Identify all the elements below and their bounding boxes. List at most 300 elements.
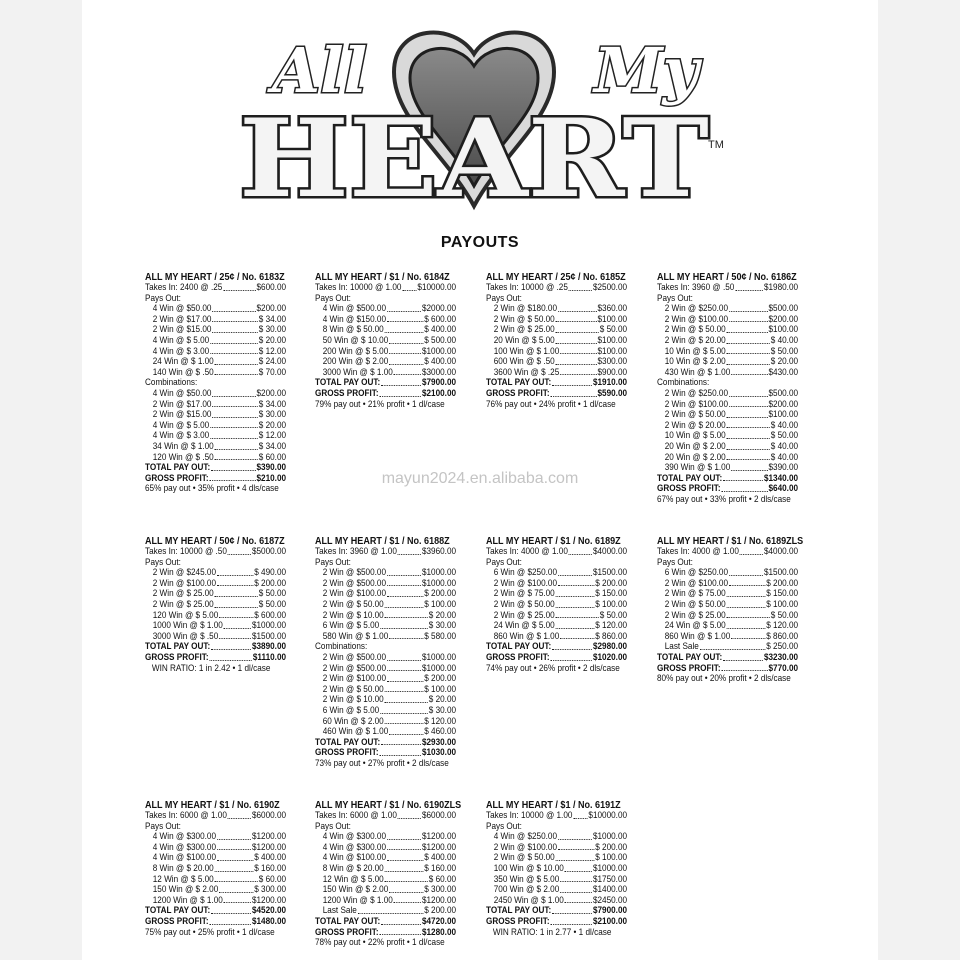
payout-row (486, 600, 627, 611)
deal-title: ALL MY HEART / $1 / No. 6188Z (315, 535, 450, 547)
dot-leader (228, 811, 251, 819)
total-row (486, 389, 627, 400)
payout-row-amount: $ 50.00 (258, 598, 287, 610)
combination-row-amount: $ 20.00 (428, 694, 457, 706)
payout-row-amount: $ 20.00 (428, 609, 457, 621)
dot-leader (215, 875, 258, 883)
dot-leader (569, 547, 592, 555)
dot-leader (727, 421, 770, 429)
payout-row-amount: $1400.00 (592, 884, 628, 896)
dot-leader (228, 547, 251, 555)
deal-summary: 65% pay out • 35% profit • 4 dls/case (145, 483, 279, 495)
total-row-amount: $2980.00 (592, 641, 628, 653)
payout-row-label: 2 Win @ $250.00 (664, 303, 728, 315)
total-row-amount: $3230.00 (763, 651, 799, 663)
dot-leader (558, 579, 595, 587)
deal-block (315, 271, 456, 410)
payout-row-amount: $2000.00 (421, 303, 457, 315)
takes-in-label: Takes In: 4000 @ 1.00 (486, 546, 568, 557)
combination-row (657, 442, 798, 453)
dot-leader (212, 410, 258, 418)
takes-in-amount: $3960.00 (421, 546, 457, 557)
dot-leader (398, 547, 421, 555)
payout-row-label: 1000 Win @ $ 1.00 (152, 620, 223, 632)
payout-row (486, 336, 627, 347)
dot-leader (387, 579, 421, 587)
payout-row-amount: $ 60.00 (258, 873, 287, 885)
combination-row-amount: $ 12.00 (258, 430, 287, 442)
combination-row-amount: $100.00 (768, 409, 799, 421)
payout-row-label: 2 Win @ $ 75.00 (664, 588, 726, 600)
takes-in-row (145, 283, 286, 294)
deal-title: ALL MY HEART / $1 / No. 6184Z (315, 271, 450, 283)
combination-row-label: 460 Win @ $ 1.00 (322, 726, 389, 738)
deal-summary: WIN RATIO: 1 in 2.42 • 1 dl/case (151, 662, 271, 674)
payout-row-label: 860 Win @ $ 1.00 (664, 630, 731, 642)
dot-leader (385, 717, 424, 725)
payout-row-amount: $ 100.00 (424, 598, 457, 610)
combination-row-label: 60 Win @ $ 2.00 (322, 715, 384, 727)
payout-row-label: 2 Win @ $ 25.00 (152, 588, 214, 600)
dot-leader (379, 748, 421, 756)
combination-row-amount: $1000.00 (421, 651, 457, 663)
payout-row-amount: $1200.00 (251, 894, 287, 906)
dot-leader (389, 632, 423, 640)
dot-leader (387, 568, 421, 576)
payout-row-amount: $ 100.00 (766, 598, 799, 610)
payout-row-amount: $ 60.00 (428, 873, 457, 885)
total-row-amount: $1110.00 (252, 651, 287, 663)
combination-row-amount: $ 50.00 (770, 430, 799, 442)
payout-row-label: 2 Win @ $ 50.00 (322, 598, 384, 610)
deal-block (145, 271, 286, 495)
payout-row-label: 100 Win @ $ 1.00 (493, 345, 560, 357)
combination-row-amount: $ 460.00 (424, 726, 457, 738)
payout-row-label: 8 Win @ $ 20.00 (152, 862, 214, 874)
combination-row-amount: $ 30.00 (428, 704, 457, 716)
payout-row-label: 120 Win @ $ 5.00 (152, 609, 219, 621)
total-row-amount: $640.00 (768, 483, 799, 495)
payout-row-amount: $1000.00 (251, 620, 287, 632)
dot-leader (727, 431, 770, 439)
takes-in-label: Takes In: 10000 @ .50 (145, 546, 227, 557)
payout-row-label: 10 Win @ $ 2.00 (664, 356, 726, 368)
total-row-label: GROSS PROFIT: (657, 662, 721, 674)
payout-row-amount: $1200.00 (421, 831, 457, 843)
dot-leader (379, 389, 421, 397)
payout-row-amount: $430.00 (768, 366, 799, 378)
combination-row (657, 389, 798, 400)
combination-row (145, 389, 286, 400)
payout-row-label: 2 Win @ $ 75.00 (493, 588, 555, 600)
pays-out-label: Pays Out: (657, 292, 693, 304)
payout-row-amount: $ 200.00 (424, 905, 457, 917)
payout-row-label: 430 Win @ $ 1.00 (664, 366, 731, 378)
dot-leader (727, 442, 770, 450)
dot-leader (385, 864, 424, 872)
takes-in-amount: $600.00 (256, 282, 287, 293)
pays-out-label: Pays Out: (145, 556, 181, 568)
deal-title: ALL MY HEART / 50¢ / No. 6187Z (145, 535, 285, 547)
payout-row-label: 200 Win @ $ 2.00 (322, 356, 389, 368)
payout-row-label: 24 Win @ $ 1.00 (152, 356, 214, 368)
dot-leader (727, 611, 770, 619)
takes-in-row (145, 811, 286, 822)
combination-row-label: 2 Win @ $500.00 (322, 651, 386, 663)
payout-row-label: 4 Win @ $150.00 (322, 313, 386, 325)
takes-in-label: Takes In: 10000 @ .25 (486, 282, 568, 293)
payout-row-amount: $1000.00 (421, 345, 457, 357)
total-row-amount: $4520.00 (251, 905, 287, 917)
takes-in-row (315, 811, 456, 822)
total-row-amount: $210.00 (256, 472, 287, 484)
dot-leader (729, 389, 768, 397)
dot-leader (387, 589, 424, 597)
payout-row-amount: $ 24.00 (258, 356, 287, 368)
total-row-label: GROSS PROFIT: (486, 915, 550, 927)
total-row-amount: $2100.00 (592, 915, 628, 927)
payout-row-amount: $300.00 (597, 356, 628, 368)
trademark-label: TM (708, 139, 724, 151)
payout-row-amount: $ 600.00 (424, 313, 457, 325)
dot-leader (209, 653, 252, 661)
takes-in-label: Takes In: 4000 @ 1.00 (657, 546, 739, 557)
dot-leader (224, 896, 251, 904)
dot-leader (210, 421, 258, 429)
combination-row-amount: $ 30.00 (258, 409, 287, 421)
payout-row-amount: $ 250.00 (766, 641, 799, 653)
payout-row-label: 3600 Win @ $ .25 (493, 366, 560, 378)
payout-row-label: 2 Win @ $180.00 (493, 303, 557, 315)
deal-block (486, 799, 627, 938)
dot-leader (729, 579, 766, 587)
deal-title: ALL MY HEART / $1 / No. 6190ZLS (315, 799, 462, 811)
payout-row-label: 2 Win @ $100.00 (152, 577, 216, 589)
dot-leader (212, 304, 255, 312)
dot-leader (552, 906, 592, 914)
payout-row-label: 10 Win @ $ 5.00 (664, 345, 726, 357)
payout-row-label: 2 Win @ $ 25.00 (152, 598, 214, 610)
takes-in-amount: $2500.00 (592, 282, 628, 293)
dot-leader (215, 600, 258, 608)
payout-row-amount: $1200.00 (251, 841, 287, 853)
deal-summary: 79% pay out • 21% profit • 1 dl/case (315, 398, 445, 410)
total-row-label: TOTAL PAY OUT: (315, 915, 381, 927)
payout-row-amount: $100.00 (597, 334, 628, 346)
payout-row-label: 2 Win @ $ 50.00 (493, 598, 555, 610)
dot-leader (556, 357, 597, 365)
payout-row-label: 2 Win @ $500.00 (322, 577, 386, 589)
combination-row-label: 6 Win @ $ 5.00 (322, 704, 380, 716)
payout-row-label: 8 Win @ $ 50.00 (322, 324, 384, 336)
dot-leader (556, 589, 595, 597)
dot-leader (727, 347, 770, 355)
deal-title: ALL MY HEART / $1 / No. 6190Z (145, 799, 280, 811)
pays-out-label: Pays Out: (315, 292, 351, 304)
total-row-amount: $1340.00 (763, 472, 799, 484)
payout-row-amount: $ 400.00 (424, 356, 457, 368)
payout-row-label: 2 Win @ $ 50.00 (664, 324, 726, 336)
payout-row-label: 4 Win @ $300.00 (322, 841, 386, 853)
payout-row-label: 150 Win @ $ 2.00 (322, 884, 389, 896)
dot-leader (550, 917, 592, 925)
dot-leader (560, 875, 592, 883)
deal-block (145, 799, 286, 938)
dot-leader (212, 325, 258, 333)
payout-row-amount: $1500.00 (763, 567, 799, 579)
dot-leader (385, 611, 428, 619)
takes-in-label: Takes In: 6000 @ 1.00 (315, 810, 397, 821)
dot-leader (723, 653, 763, 661)
pays-out-label: Pays Out: (315, 820, 351, 832)
dot-leader (385, 875, 428, 883)
dot-leader (729, 304, 768, 312)
takes-in-amount: $10000.00 (588, 810, 628, 821)
payout-row-label: 2 Win @ $100.00 (664, 577, 728, 589)
payout-row (145, 600, 286, 611)
payout-row-amount: $ 300.00 (424, 884, 457, 896)
payout-row-amount: $ 50.00 (770, 345, 799, 357)
payout-row-label: 2 Win @ $ 25.00 (493, 324, 555, 336)
dot-leader (727, 453, 770, 461)
combination-row-amount: $ 34.00 (258, 398, 287, 410)
total-row-label: TOTAL PAY OUT: (145, 462, 211, 474)
payout-row-label: 2 Win @ $ 50.00 (493, 313, 555, 325)
dot-leader (217, 832, 251, 840)
payout-row-amount: $ 100.00 (595, 598, 628, 610)
payout-row-amount: $ 200.00 (254, 577, 287, 589)
total-row-label: GROSS PROFIT: (486, 651, 550, 663)
payout-row-label: 4 Win @ $250.00 (493, 831, 557, 843)
payout-row-label: 2 Win @ $ 50.00 (493, 852, 555, 864)
dot-leader (729, 315, 768, 323)
payout-row-amount: $ 400.00 (424, 324, 457, 336)
payout-row-label: 12 Win @ $ 5.00 (152, 873, 214, 885)
deal-summary: 67% pay out • 33% profit • 2 dls/case (657, 493, 791, 505)
combination-row-label: 2 Win @ $250.00 (664, 387, 728, 399)
dot-leader (389, 347, 421, 355)
dot-leader (210, 431, 258, 439)
combination-row-amount: $ 200.00 (424, 673, 457, 685)
payout-row-label: 2 Win @ $ 50.00 (664, 598, 726, 610)
total-row-amount: $1030.00 (421, 747, 457, 759)
total-row-amount: $4720.00 (421, 915, 457, 927)
logo-word-all: All (272, 34, 368, 107)
dot-leader (552, 378, 592, 386)
payout-row-label: 4 Win @ $500.00 (322, 303, 386, 315)
payout-row-amount: $1000.00 (421, 577, 457, 589)
dot-leader (727, 621, 766, 629)
dot-leader (215, 453, 258, 461)
deal-summary: WIN RATIO: 1 in 2.77 • 1 dl/case (492, 926, 612, 938)
dot-leader (727, 410, 768, 418)
dot-leader (219, 885, 253, 893)
payout-row-label: 12 Win @ $ 5.00 (322, 873, 384, 885)
dot-leader (212, 389, 255, 397)
dot-leader (219, 611, 253, 619)
total-row (145, 917, 286, 928)
payout-row-amount: $ 50.00 (770, 609, 799, 621)
dot-leader (727, 589, 766, 597)
total-row-label: GROSS PROFIT: (315, 387, 379, 399)
total-row-amount: $770.00 (768, 662, 799, 674)
combination-row-amount: $200.00 (256, 387, 287, 399)
pays-out-label: Pays Out: (486, 556, 522, 568)
takes-in-row (486, 811, 627, 822)
payout-row-amount: $ 120.00 (766, 620, 799, 632)
dot-leader (212, 400, 258, 408)
total-row-amount: $3890.00 (251, 641, 287, 653)
payout-row-label: 150 Win @ $ 2.00 (152, 884, 219, 896)
takes-in-amount: $1980.00 (763, 282, 799, 293)
combination-row-label: 390 Win @ $ 1.00 (664, 462, 731, 474)
logo-word-my: My (594, 34, 699, 107)
dot-leader (380, 621, 428, 629)
combination-row-amount: $ 120.00 (424, 715, 457, 727)
payout-row-amount: $500.00 (768, 303, 799, 315)
dot-leader (727, 325, 768, 333)
dot-leader (380, 706, 428, 714)
payout-row-amount: $ 50.00 (258, 588, 287, 600)
dot-leader (740, 547, 763, 555)
combinations-label: Combinations: (657, 377, 710, 389)
deal-title: ALL MY HEART / $1 / No. 6189Z (486, 535, 621, 547)
total-row-label: TOTAL PAY OUT: (315, 736, 381, 748)
takes-in-amount: $4000.00 (592, 546, 628, 557)
payout-row-label: 2 Win @ $17.00 (152, 313, 212, 325)
dot-leader (727, 600, 766, 608)
total-row-label: TOTAL PAY OUT: (486, 641, 552, 653)
deal-summary: 74% pay out • 26% profit • 2 dls/case (486, 662, 620, 674)
dot-leader (215, 442, 258, 450)
combination-row-label: 2 Win @ $ 20.00 (664, 419, 726, 431)
takes-in-row (315, 547, 456, 558)
payout-row-amount: $ 490.00 (254, 567, 287, 579)
deal-title: ALL MY HEART / $1 / No. 6189ZLS (657, 535, 804, 547)
dot-leader (387, 674, 424, 682)
combination-row-label: 2 Win @ $ 10.00 (322, 694, 384, 706)
payout-row (486, 864, 627, 875)
payout-row-label: 2 Win @ $ 25.00 (493, 609, 555, 621)
dot-leader (550, 389, 596, 397)
payout-row-label: 3000 Win @ $ 1.00 (322, 366, 393, 378)
combination-row-label: 120 Win @ $ .50 (152, 451, 214, 463)
total-row (315, 917, 456, 928)
takes-in-row (486, 283, 627, 294)
payout-row-label: 4 Win @ $100.00 (152, 852, 216, 864)
payout-row-label: 4 Win @ $ 3.00 (152, 345, 210, 357)
dot-leader (387, 304, 421, 312)
payout-row-amount: $ 50.00 (599, 609, 628, 621)
combination-row (145, 442, 286, 453)
payout-row (657, 336, 798, 347)
dot-leader (381, 738, 421, 746)
total-row-amount: $1480.00 (251, 915, 287, 927)
payout-row-amount: $200.00 (768, 313, 799, 325)
dot-leader (565, 864, 592, 872)
payout-row-amount: $ 20.00 (258, 334, 287, 346)
dot-leader (556, 621, 595, 629)
takes-in-label: Takes In: 3960 @ 1.00 (315, 546, 397, 557)
dot-leader (556, 315, 597, 323)
payout-row-amount: $ 200.00 (766, 577, 799, 589)
total-row-label: GROSS PROFIT: (315, 747, 379, 759)
total-row-amount: $1280.00 (421, 926, 457, 938)
dot-leader (729, 568, 763, 576)
deal-title: ALL MY HEART / 25¢ / No. 6183Z (145, 271, 285, 283)
payout-row-amount: $ 30.00 (258, 324, 287, 336)
dot-leader (385, 695, 428, 703)
total-row-amount: $2100.00 (421, 387, 457, 399)
dot-leader (394, 896, 421, 904)
payout-row-label: 600 Win @ $ .50 (493, 356, 555, 368)
total-row-amount: $1020.00 (592, 651, 628, 663)
payout-row-label: 700 Win @ $ 2.00 (493, 884, 560, 896)
payout-row-label: 24 Win @ $ 5.00 (664, 620, 726, 632)
takes-in-row (657, 283, 798, 294)
payout-row-amount: $1200.00 (421, 841, 457, 853)
payout-row-amount: $360.00 (597, 303, 628, 315)
payout-row-label: 2 Win @ $100.00 (664, 313, 728, 325)
dot-leader (556, 325, 599, 333)
deal-summary: 78% pay out • 22% profit • 1 dl/case (315, 937, 445, 949)
total-row-label: GROSS PROFIT: (486, 387, 550, 399)
combination-row-amount: $ 100.00 (424, 683, 457, 695)
payout-row-amount: $ 580.00 (424, 630, 457, 642)
combination-row-label: 4 Win @ $50.00 (152, 387, 212, 399)
total-row (657, 653, 798, 664)
dot-leader (212, 315, 258, 323)
payout-row-label: 2 Win @ $ 25.00 (664, 609, 726, 621)
payout-row (657, 600, 798, 611)
payout-row-label: 50 Win @ $ 10.00 (322, 334, 389, 346)
dot-leader (721, 664, 767, 672)
combination-row-label: 34 Win @ $ 1.00 (152, 440, 214, 452)
payout-row-amount: $ 20.00 (770, 356, 799, 368)
dot-leader (560, 347, 597, 355)
total-row (486, 917, 627, 928)
takes-in-amount: $5000.00 (251, 546, 287, 557)
pays-out-label: Pays Out: (657, 556, 693, 568)
dot-leader (387, 653, 421, 661)
payout-row-label: 1200 Win @ $ 1.00 (152, 894, 223, 906)
dot-leader (215, 357, 258, 365)
total-row-label: TOTAL PAY OUT: (145, 641, 211, 653)
deal-summary: 80% pay out • 20% profit • 2 dls/case (657, 673, 791, 685)
combination-row-label: 20 Win @ $ 2.00 (664, 451, 726, 463)
combination-row-amount: $200.00 (768, 398, 799, 410)
payout-row-label: 6 Win @ $250.00 (664, 567, 728, 579)
dot-leader (573, 811, 587, 819)
dot-leader (723, 474, 763, 482)
payout-row-amount: $ 150.00 (595, 588, 628, 600)
combination-row-label: 2 Win @ $ 50.00 (322, 683, 384, 695)
payout-row-label: 4 Win @ $300.00 (152, 841, 216, 853)
payout-row-amount: $100.00 (597, 313, 628, 325)
payout-row-label: 24 Win @ $ 5.00 (493, 620, 555, 632)
dot-leader (387, 315, 424, 323)
payout-row (315, 864, 456, 875)
takes-in-amount: $6000.00 (251, 810, 287, 821)
dot-leader (215, 368, 258, 376)
logo-word-heart: HEART (239, 96, 709, 222)
payout-row-amount: $ 160.00 (424, 862, 457, 874)
dot-leader (209, 474, 255, 482)
payout-row-label: 2 Win @ $100.00 (322, 588, 386, 600)
all-my-heart-logo (214, 14, 734, 222)
dot-leader (219, 632, 251, 640)
payout-row-label: 6 Win @ $ 5.00 (322, 620, 380, 632)
